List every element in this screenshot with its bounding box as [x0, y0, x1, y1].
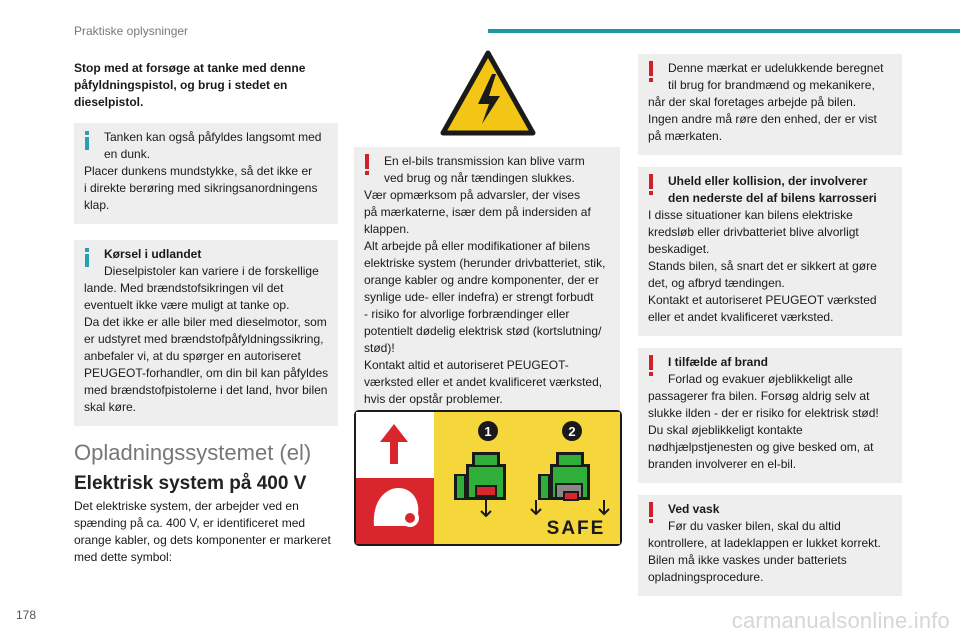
warning-line: slukke ilden - der er risiko for elektrisk stød! [648, 406, 879, 420]
warning-line: passagerer fra bilen. Forsøg aldrig selv at [648, 389, 870, 403]
warning-line: værksted eller et andet kvalificeret værksted, [364, 375, 603, 389]
column-2 [354, 147, 620, 430]
warning-line: hvis der opstår problemer. [364, 392, 503, 406]
warning-box-transmission [354, 147, 620, 418]
warning-box-label [638, 54, 902, 155]
fuel-warning-line: dieselpistol. [74, 95, 144, 109]
watermark: carmanualsonline.info [731, 608, 950, 633]
warning-line: beskadiget. [648, 242, 710, 256]
info-box-title: Kørsel i udlandet [104, 247, 202, 261]
label-safe-text: SAFE [546, 518, 606, 539]
section-title: Opladningssystemet (el) [74, 440, 312, 465]
info-line: eventuelt ikke være muligt at tanke op. [84, 298, 290, 312]
info-line: lande. Med brændstofsikringen vil det [84, 281, 284, 295]
warning-line: - risiko for alvorlige forbrændinger eller [364, 307, 570, 321]
info-box-canister [74, 123, 338, 224]
warning-line: Du skal øjeblikkeligt kontakte [648, 423, 803, 437]
warning-line: eller et andet kvalificeret værksted. [648, 310, 834, 324]
column-3 [638, 54, 902, 608]
header-section: Praktiske oplysninger [74, 24, 189, 38]
sub-title: Elektrisk system på 400 V [74, 473, 307, 494]
warning-title: den nederste del af bilens karrosseri [668, 191, 877, 205]
warning-icon [648, 355, 654, 377]
info-line: en dunk. [104, 147, 151, 161]
fuel-warning-line: Stop med at forsøge at tanke med denne [74, 61, 306, 75]
warning-line: Før du vasker bilen, skal du altid [668, 519, 841, 533]
body-text [74, 498, 338, 566]
info-line: PEUGEOT-forhandler, om din bil kan påfyldes [84, 366, 329, 380]
info-icon [84, 131, 90, 151]
info-line: Tanken kan også påfyldes langsomt med [104, 130, 322, 144]
info-line: anbefaler vi, at du spørger en autoriseret [84, 349, 301, 363]
warning-box-fire [638, 348, 902, 483]
fuel-warning-text [74, 60, 338, 111]
warning-icon [648, 502, 654, 524]
info-line: Dieselpistoler kan variere i de forskellige [104, 264, 319, 278]
warning-line: når der skal foretages arbejde på bilen. [648, 95, 857, 109]
warning-icon [648, 174, 654, 196]
warning-line: kontrollere, at ladeklappen er lukket korrekt. [648, 536, 881, 550]
warning-line: En el-bils transmission kan blive varm [384, 154, 585, 168]
body-line: orange kabler, og dets komponenter er markeret [74, 533, 331, 547]
info-line: klap. [84, 198, 110, 212]
warning-line: på mærkaten. [648, 129, 723, 143]
warning-line: Forlad og evakuer øjeblikkeligt alle [668, 372, 853, 386]
warning-line: Bilen må ikke vaskes under batteriets [648, 553, 847, 567]
warning-line: elektriske system (herunder drivbatteriet, stik, [364, 256, 606, 270]
warning-line: potentielt dødelig elektrisk stød (kortslutning/ [364, 324, 602, 338]
page-number: 178 [16, 608, 37, 622]
info-line: er udstyret med brændstofpåfyldningssikring, [84, 332, 324, 346]
header-accent-bar [488, 29, 960, 33]
warning-line: stød)! [364, 341, 395, 355]
warning-line: opladningsprocedure. [648, 570, 764, 584]
warning-box-wash [638, 495, 902, 596]
warning-line: Alt arbejde på eller modifikationer af bilens [364, 239, 591, 253]
warning-box-collision [638, 167, 902, 336]
label-number-2: 2 [568, 424, 576, 439]
warning-title: Ved vask [668, 502, 720, 516]
warning-title: I tilfælde af brand [668, 355, 769, 369]
warning-icon [648, 61, 654, 83]
column-1 [74, 60, 338, 566]
warning-line: på mærkaterne, især dem på indersiden af [364, 205, 591, 219]
warning-line: I disse situationer kan bilens elektriske [648, 208, 853, 222]
info-line: med brændstofpistolerne i det land, hvor bilen [84, 383, 328, 397]
label-number-1: 1 [484, 424, 492, 439]
info-line: i direkte berøring med sikringsanordningens [84, 181, 318, 195]
warning-line: klappen. [364, 222, 410, 236]
warning-line: kredsløb eller drivbatteriet blive alvorligt [648, 225, 859, 239]
warning-line: Kontakt et autoriseret PEUGEOT værksted [648, 293, 877, 307]
warning-line: det, og afbryd tændingen. [648, 276, 785, 290]
body-line: Det elektriske system, der arbejder ved en [74, 499, 299, 513]
warning-line: Vær opmærksom på advarsler, der vises [364, 188, 581, 202]
body-line: spænding på ca. 400 V, er identificeret med [74, 516, 306, 530]
warning-line: Ingen andre må røre den enhed, der er vist [648, 112, 877, 126]
warning-line: Stands bilen, så snart det er sikkert at gøre [648, 259, 877, 273]
warning-line: orange kabler og andre komponenter, der er [364, 273, 599, 287]
info-icon [84, 248, 90, 268]
info-line: Placer dunkens mundstykke, så det ikke er [84, 164, 313, 178]
info-line: skal køre. [84, 400, 137, 414]
body-line: med dette symbol: [74, 550, 173, 564]
info-box-abroad [74, 240, 338, 426]
warning-line: branden involverer en el-bil. [648, 457, 797, 471]
safety-label [354, 410, 622, 546]
warning-line: ved brug og når tændingen slukkes. [384, 171, 575, 185]
warning-title: Uheld eller kollision, der involverer [668, 174, 868, 188]
warning-line: Denne mærkat er udelukkende beregnet [668, 61, 884, 75]
high-voltage-icon [440, 50, 536, 136]
warning-line: nødhjælpstjenesten og give besked om, at [648, 440, 874, 454]
info-line: Da det ikke er alle biler med dieselmotor, som [84, 315, 327, 329]
warning-line: til brug for brandmænd og mekanikere, [668, 78, 875, 92]
warning-line: synlige ude- eller indefra) er strengt forbudt [364, 290, 594, 304]
warning-icon [364, 154, 370, 176]
warning-line: Kontakt altid et autoriseret PEUGEOT- [364, 358, 569, 372]
fuel-warning-line: påfyldningspistol, og brug i stedet en [74, 78, 288, 92]
